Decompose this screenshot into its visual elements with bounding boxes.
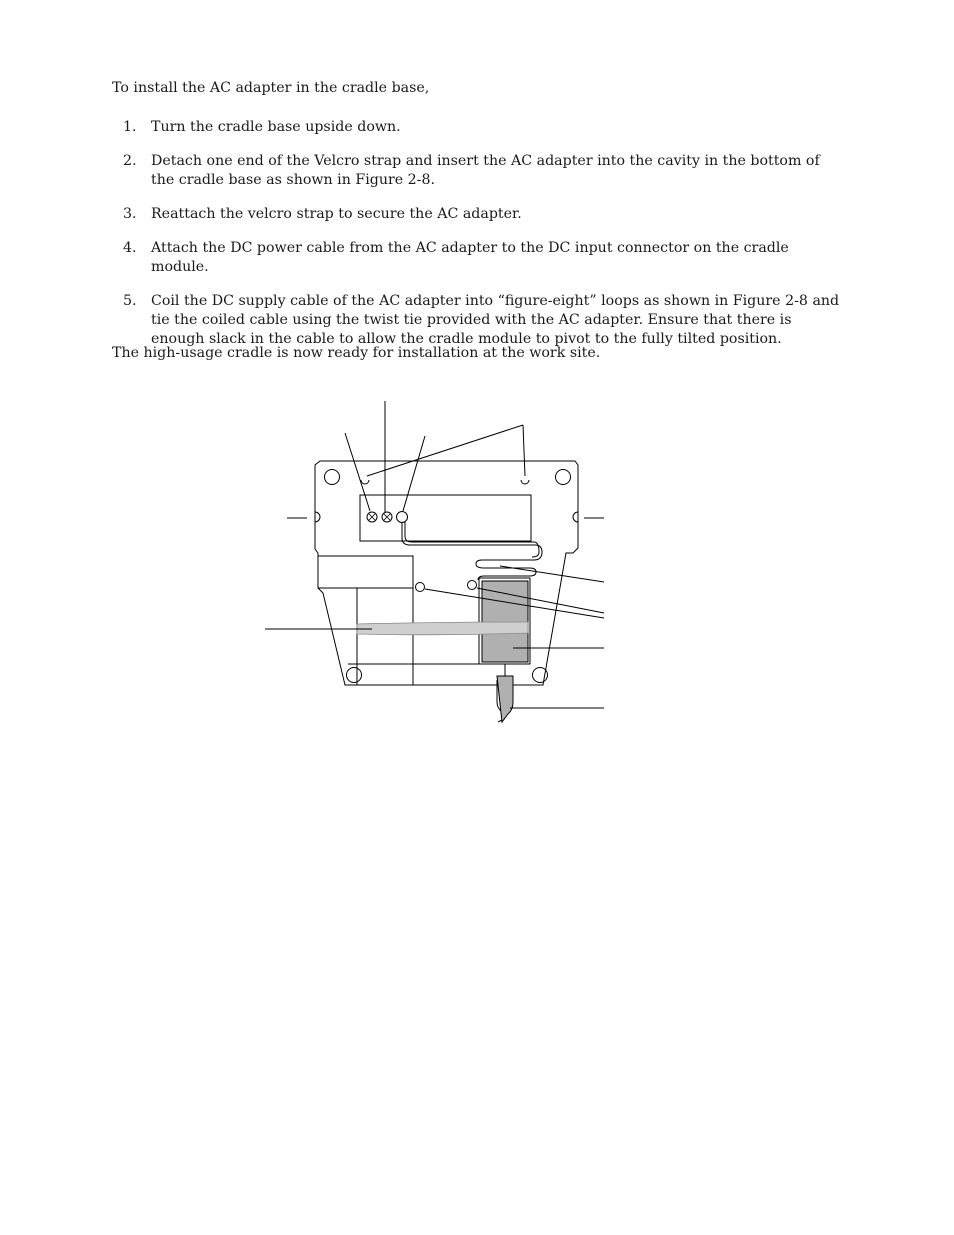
- output-cable-plug: [497, 676, 513, 722]
- dc-input-connector: [397, 512, 408, 523]
- right-notch: [573, 512, 578, 522]
- mounting-hole: [533, 668, 548, 683]
- step-text: Reattach the velcro strap to secure the AC adapter.: [151, 206, 522, 222]
- leader-line: [367, 425, 525, 476]
- left-notch: [315, 512, 320, 522]
- slot-arc: [521, 480, 529, 484]
- mounting-hole: [556, 470, 571, 485]
- step-text: Detach one end of the Velcro strap and insert the AC adapter into the cavity in the bottom of the cradle base as shown in Figure 2-8.: [151, 153, 820, 188]
- leader-line: [500, 566, 604, 582]
- intro-paragraph: To install the AC adapter in the cradle base,: [112, 80, 430, 96]
- velcro-strap: [357, 622, 528, 635]
- screw-mark: [384, 514, 390, 520]
- leader-line: [403, 436, 425, 511]
- step-text: Attach the DC power cable from the AC adapter to the DC input connector on the cradle module.: [151, 240, 789, 275]
- step-number: 4.: [123, 240, 137, 256]
- mounting-hole: [347, 668, 362, 683]
- outro-paragraph: The high-usage cradle is now ready for installation at the work site.: [112, 345, 601, 361]
- left-compartment: [348, 556, 413, 685]
- mounting-hole: [325, 470, 340, 485]
- step-number: 3.: [123, 206, 137, 222]
- step-number: 1.: [123, 119, 137, 135]
- dc-cable: [402, 522, 542, 580]
- base-screw: [416, 583, 425, 592]
- left-cavity: [318, 556, 413, 588]
- leader-line: [345, 433, 370, 511]
- step-number: 2.: [123, 153, 137, 169]
- base-screw: [468, 581, 477, 590]
- callout-leaders: [265, 401, 604, 708]
- step-number: 5.: [123, 293, 137, 309]
- slot-arc: [361, 480, 369, 484]
- screw-mark: [369, 514, 375, 520]
- dc-cable-inner: [405, 522, 539, 557]
- step-text: Coil the DC supply cable of the AC adapter into “figure-eight” loops as shown in Figure 2-8 and tie the coiled cable using the twist tie provided with the AC adapter. Ensure that there is enough slack in the cable to allow the cradle module to pivot to the fully tilted position.: [151, 293, 840, 347]
- step-text: Turn the cradle base upside down.: [151, 119, 401, 135]
